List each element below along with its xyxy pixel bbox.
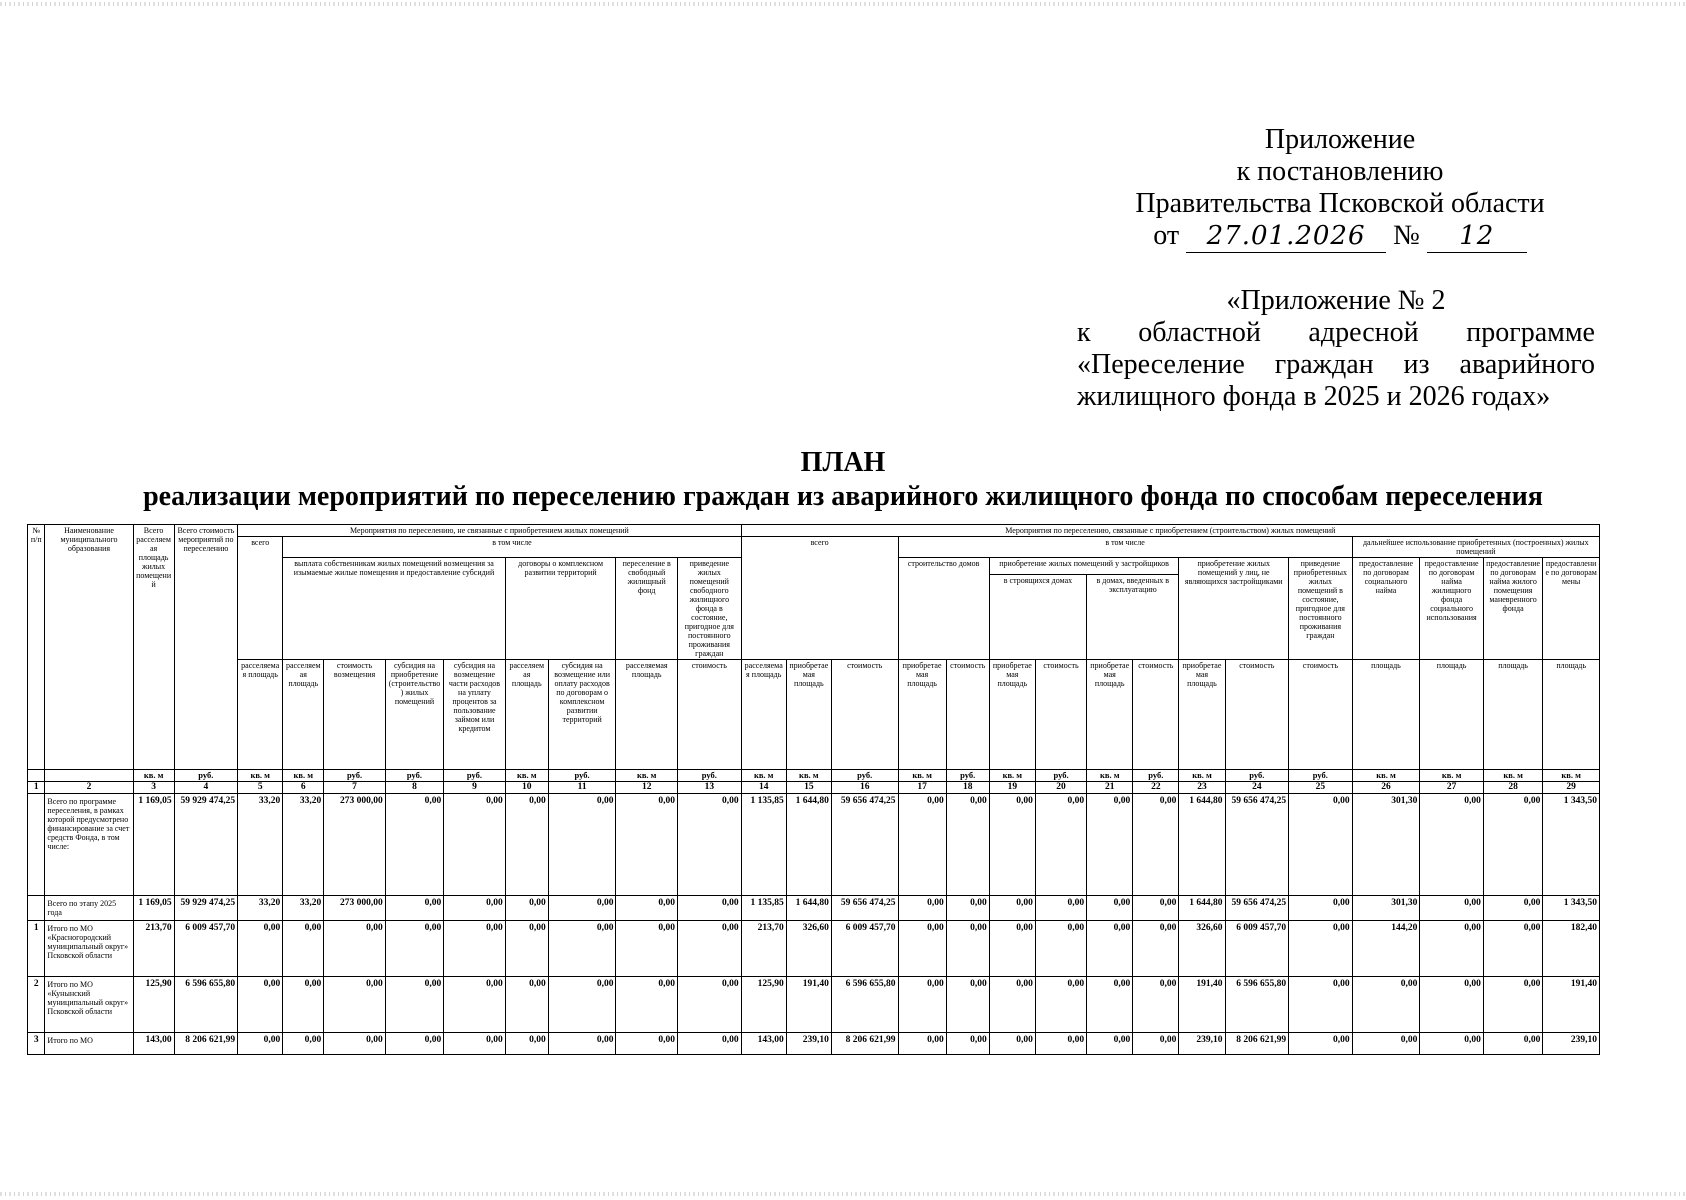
column-number: 23 bbox=[1179, 782, 1225, 794]
value-cell: 33,20 bbox=[238, 896, 283, 921]
value-cell: 59 656 474,25 bbox=[1225, 896, 1289, 921]
subcolumn-header: приобретаемая площадь bbox=[1179, 660, 1225, 770]
value-cell: 326,60 bbox=[1179, 921, 1225, 977]
header-b-build: строительство домов bbox=[898, 558, 989, 660]
unit-cell: кв. м bbox=[283, 770, 324, 782]
value-cell: 0,00 bbox=[1087, 977, 1133, 1033]
column-number: 22 bbox=[1133, 782, 1179, 794]
value-cell: 0,00 bbox=[898, 794, 946, 896]
value-cell: 59 929 474,25 bbox=[174, 896, 238, 921]
subcolumn-header: стоимость bbox=[1035, 660, 1086, 770]
value-cell: 0,00 bbox=[946, 921, 989, 977]
header-no: № п/п bbox=[28, 525, 45, 770]
value-cell: 0,00 bbox=[324, 977, 386, 1033]
units-row bbox=[28, 770, 1600, 782]
column-numbers-row bbox=[28, 782, 1600, 794]
value-cell: 0,00 bbox=[505, 896, 548, 921]
unit-cell: руб. bbox=[385, 770, 443, 782]
value-cell: 0,00 bbox=[548, 1033, 616, 1055]
value-cell: 0,00 bbox=[385, 794, 443, 896]
value-cell: 0,00 bbox=[1289, 977, 1353, 1033]
column-number: 20 bbox=[1035, 782, 1086, 794]
subcolumn-header: стоимость bbox=[831, 660, 898, 770]
subcolumn-header: площадь bbox=[1543, 660, 1600, 770]
value-cell: 0,00 bbox=[1483, 977, 1542, 1033]
header-b-dev-under: в строящихся домах bbox=[989, 575, 1086, 660]
header-b-further: дальнейшее использование приобретенных (построенных) жилых помещений bbox=[1352, 537, 1599, 558]
value-cell: 6 009 457,70 bbox=[1225, 921, 1289, 977]
column-number: 3 bbox=[133, 782, 174, 794]
subcolumn-header: стоимость bbox=[677, 660, 741, 770]
value-cell: 0,00 bbox=[677, 921, 741, 977]
unit-cell: руб. bbox=[1289, 770, 1353, 782]
value-cell: 33,20 bbox=[283, 896, 324, 921]
table-row bbox=[28, 977, 1600, 1033]
value-cell: 0,00 bbox=[283, 1033, 324, 1055]
value-cell: 0,00 bbox=[1035, 1033, 1086, 1055]
header-a-free: переселение в свободный жилищный фонд bbox=[616, 558, 678, 660]
unit-cell: кв. м bbox=[1179, 770, 1225, 782]
unit-cell: кв. м bbox=[786, 770, 831, 782]
column-number: 6 bbox=[283, 782, 324, 794]
value-cell: 0,00 bbox=[1352, 977, 1420, 1033]
value-cell: 213,70 bbox=[741, 921, 786, 977]
value-cell: 8 206 621,99 bbox=[174, 1033, 238, 1055]
value-cell: 0,00 bbox=[283, 977, 324, 1033]
table-row bbox=[28, 921, 1600, 977]
unit-cell: кв. м bbox=[133, 770, 174, 782]
unit-cell: руб. bbox=[1133, 770, 1179, 782]
value-cell: 0,00 bbox=[505, 794, 548, 896]
value-cell: 0,00 bbox=[548, 977, 616, 1033]
value-cell: 0,00 bbox=[989, 1033, 1035, 1055]
appendix2-block bbox=[1077, 285, 1595, 413]
value-cell: 0,00 bbox=[616, 1033, 678, 1055]
unit-cell: кв. м bbox=[1420, 770, 1484, 782]
value-cell: 0,00 bbox=[989, 921, 1035, 977]
value-cell: 1 135,85 bbox=[741, 794, 786, 896]
row-name: Итого по МО bbox=[45, 1033, 133, 1055]
column-number: 14 bbox=[741, 782, 786, 794]
subcolumn-header: стоимость bbox=[1289, 660, 1353, 770]
row-name: Всего по этапу 2025 года bbox=[45, 896, 133, 921]
header-subcolumns-row bbox=[28, 660, 1600, 770]
value-cell: 273 000,00 bbox=[324, 896, 386, 921]
value-cell: 0,00 bbox=[677, 896, 741, 921]
column-number: 19 bbox=[989, 782, 1035, 794]
value-cell: 0,00 bbox=[283, 921, 324, 977]
unit-cell: руб. bbox=[174, 770, 238, 782]
header-a-payout: выплата собственникам жилых помещений возмещения за изымаемые жилые помещения и предоставление субсидий bbox=[283, 558, 505, 660]
value-cell: 125,90 bbox=[133, 977, 174, 1033]
value-cell: 0,00 bbox=[946, 794, 989, 896]
value-cell: 59 656 474,25 bbox=[831, 794, 898, 896]
value-cell: 0,00 bbox=[989, 794, 1035, 896]
value-cell: 0,00 bbox=[1087, 896, 1133, 921]
subcolumn-header: стоимость возмещения bbox=[324, 660, 386, 770]
header-b-persons: приобретение жилых помещений у лиц, не являющихся застройщиками bbox=[1179, 558, 1289, 660]
value-cell: 182,40 bbox=[1543, 921, 1600, 977]
value-cell: 1 644,80 bbox=[786, 794, 831, 896]
plan-table bbox=[27, 524, 1600, 1055]
value-cell: 0,00 bbox=[1035, 794, 1086, 896]
column-number: 25 bbox=[1289, 782, 1353, 794]
value-cell: 239,10 bbox=[786, 1033, 831, 1055]
value-cell: 0,00 bbox=[898, 896, 946, 921]
value-cell: 0,00 bbox=[548, 896, 616, 921]
row-index bbox=[28, 794, 45, 896]
subcolumn-header: площадь bbox=[1420, 660, 1484, 770]
column-number: 7 bbox=[324, 782, 386, 794]
appendix-line1: Приложение bbox=[1264, 124, 1416, 155]
value-cell: 0,00 bbox=[989, 977, 1035, 1033]
column-number: 21 bbox=[1087, 782, 1133, 794]
value-cell: 125,90 bbox=[741, 977, 786, 1033]
value-cell: 0,00 bbox=[898, 1033, 946, 1055]
value-cell: 0,00 bbox=[444, 896, 506, 921]
appendix-line3: Правительства Псковской области bbox=[1135, 188, 1545, 219]
row-index: 3 bbox=[28, 1033, 45, 1055]
subcolumn-header: стоимость bbox=[946, 660, 989, 770]
value-cell: 0,00 bbox=[1133, 1033, 1179, 1055]
header-b-total: всего bbox=[741, 537, 898, 660]
decree-date-line bbox=[1100, 220, 1580, 253]
subcolumn-header: приобретаемая площадь bbox=[786, 660, 831, 770]
header-f-social: предоставление по договорам социального найма bbox=[1352, 558, 1420, 660]
value-cell: 0,00 bbox=[946, 1033, 989, 1055]
row-name: Итого по МО «Кунынский муниципальный округ» Псковской области bbox=[45, 977, 133, 1033]
value-cell: 0,00 bbox=[1087, 794, 1133, 896]
unit-cell: кв. м bbox=[1543, 770, 1600, 782]
value-cell: 8 206 621,99 bbox=[831, 1033, 898, 1055]
unit-cell: руб. bbox=[946, 770, 989, 782]
value-cell: 0,00 bbox=[1289, 1033, 1353, 1055]
value-cell: 0,00 bbox=[898, 921, 946, 977]
value-cell: 1 644,80 bbox=[1179, 896, 1225, 921]
header-group-not-acquisition: Мероприятия по переселению, не связанные с приобретением жилых помещений bbox=[238, 525, 742, 537]
value-cell: 1 644,80 bbox=[786, 896, 831, 921]
table-row bbox=[28, 794, 1600, 896]
value-cell: 143,00 bbox=[133, 1033, 174, 1055]
value-cell: 1 169,05 bbox=[133, 794, 174, 896]
column-number: 5 bbox=[238, 782, 283, 794]
value-cell: 59 929 474,25 bbox=[174, 794, 238, 896]
header-f-maneuver: предоставление по договорам найма жилого помещения маневренного фонда bbox=[1483, 558, 1542, 660]
value-cell: 0,00 bbox=[1420, 1033, 1484, 1055]
value-cell: 0,00 bbox=[1483, 794, 1542, 896]
value-cell: 191,40 bbox=[786, 977, 831, 1033]
subcolumn-header: расселяемая площадь bbox=[616, 660, 678, 770]
appendix-header bbox=[1100, 124, 1580, 253]
unit-cell: руб. bbox=[677, 770, 741, 782]
value-cell: 1 135,85 bbox=[741, 896, 786, 921]
value-cell: 239,10 bbox=[1543, 1033, 1600, 1055]
unit-cell: руб. bbox=[1225, 770, 1289, 782]
subcolumn-header: субсидия на приобретение (строительство) жилых помещений bbox=[385, 660, 443, 770]
column-number: 1 bbox=[28, 782, 45, 794]
column-number: 13 bbox=[677, 782, 741, 794]
number-sign: № bbox=[1393, 220, 1420, 251]
value-cell: 0,00 bbox=[1133, 794, 1179, 896]
value-cell: 0,00 bbox=[505, 977, 548, 1033]
column-number: 9 bbox=[444, 782, 506, 794]
header-b-bring: приведение приобретенных жилых помещений в состояние, пригодное для постоянного проживания граждан bbox=[1289, 558, 1353, 660]
value-cell: 0,00 bbox=[444, 1033, 506, 1055]
value-cell: 0,00 bbox=[989, 896, 1035, 921]
value-cell: 191,40 bbox=[1179, 977, 1225, 1033]
value-cell: 144,20 bbox=[1352, 921, 1420, 977]
row-name: Итого по МО «Красногородский муниципальный округ» Псковской области bbox=[45, 921, 133, 977]
header-b-incl: в том числе bbox=[898, 537, 1352, 558]
header-a-bring: приведение жилых помещений свободного жилищного фонда в состояние, пригодное для постоянного проживания граждан bbox=[677, 558, 741, 660]
value-cell: 213,70 bbox=[133, 921, 174, 977]
header-total-cost: Всего стоимость мероприятий по переселению bbox=[174, 525, 238, 770]
value-cell: 0,00 bbox=[444, 921, 506, 977]
appendix2-line3: «Переселение граждан из аварийного bbox=[1077, 349, 1595, 380]
unit-cell: кв. м bbox=[616, 770, 678, 782]
value-cell: 273 000,00 bbox=[324, 794, 386, 896]
value-cell: 0,00 bbox=[1133, 977, 1179, 1033]
value-cell: 0,00 bbox=[1483, 1033, 1542, 1055]
subcolumn-header: расселяемая площадь bbox=[283, 660, 324, 770]
value-cell: 0,00 bbox=[324, 1033, 386, 1055]
value-cell: 0,00 bbox=[677, 1033, 741, 1055]
unit-cell: кв. м bbox=[1352, 770, 1420, 782]
value-cell: 0,00 bbox=[616, 896, 678, 921]
value-cell: 59 656 474,25 bbox=[1225, 794, 1289, 896]
value-cell: 0,00 bbox=[1420, 977, 1484, 1033]
value-cell: 0,00 bbox=[444, 794, 506, 896]
value-cell: 0,00 bbox=[1289, 921, 1353, 977]
plan-subtitle: реализации мероприятий по переселению граждан из аварийного жилищного фонда по способам переселения bbox=[143, 481, 1543, 512]
unit-cell: руб. bbox=[324, 770, 386, 782]
column-number: 17 bbox=[898, 782, 946, 794]
value-cell: 0,00 bbox=[548, 794, 616, 896]
column-number: 26 bbox=[1352, 782, 1420, 794]
value-cell: 6 596 655,80 bbox=[831, 977, 898, 1033]
header-group-acquisition: Мероприятия по переселению, связанные с приобретением (строительством) жилых помещений bbox=[741, 525, 1599, 537]
header-total-area: Всего расселяемая площадь жилых помещений bbox=[133, 525, 174, 770]
column-number: 18 bbox=[946, 782, 989, 794]
subcolumn-header: расселяемая площадь bbox=[741, 660, 786, 770]
value-cell: 0,00 bbox=[616, 977, 678, 1033]
value-cell: 59 656 474,25 bbox=[831, 896, 898, 921]
column-number: 10 bbox=[505, 782, 548, 794]
unit-cell: руб. bbox=[1035, 770, 1086, 782]
value-cell: 0,00 bbox=[1352, 1033, 1420, 1055]
subcolumn-header: субсидия на возмещение части расходов на уплату процентов за пользование займом или кредитом bbox=[444, 660, 506, 770]
value-cell: 0,00 bbox=[946, 896, 989, 921]
value-cell: 326,60 bbox=[786, 921, 831, 977]
value-cell: 6 596 655,80 bbox=[1225, 977, 1289, 1033]
header-row-1 bbox=[28, 525, 1600, 537]
column-number: 16 bbox=[831, 782, 898, 794]
subcolumn-header: приобретаемая площадь bbox=[989, 660, 1035, 770]
subcolumn-header: стоимость bbox=[1225, 660, 1289, 770]
table-row bbox=[28, 1033, 1600, 1055]
header-f-social-use: предоставление по договорам найма жилищного фонда социального использования bbox=[1420, 558, 1484, 660]
row-index bbox=[28, 896, 45, 921]
row-name: Всего по программе переселения, в рамках которой предусмотрено финансирование за счет средств Фонда, в том числе: bbox=[45, 794, 133, 896]
header-b-dev-built: в домах, введенных в эксплуатацию bbox=[1087, 575, 1179, 660]
value-cell: 0,00 bbox=[505, 921, 548, 977]
column-number: 28 bbox=[1483, 782, 1542, 794]
column-number: 29 bbox=[1543, 782, 1600, 794]
value-cell: 1 644,80 bbox=[1179, 794, 1225, 896]
value-cell: 0,00 bbox=[1035, 977, 1086, 1033]
value-cell: 0,00 bbox=[1289, 896, 1353, 921]
column-number: 4 bbox=[174, 782, 238, 794]
unit-cell: кв. м bbox=[1483, 770, 1542, 782]
value-cell: 0,00 bbox=[1133, 896, 1179, 921]
unit-cell: кв. м bbox=[1087, 770, 1133, 782]
value-cell: 0,00 bbox=[1420, 794, 1484, 896]
column-number: 12 bbox=[616, 782, 678, 794]
value-cell: 6 009 457,70 bbox=[831, 921, 898, 977]
value-cell: 0,00 bbox=[1035, 896, 1086, 921]
header-a-contracts: договоры о комплексном развитии территорий bbox=[505, 558, 616, 660]
header-a-incl: в том числе bbox=[283, 537, 741, 558]
value-cell: 301,30 bbox=[1352, 896, 1420, 921]
value-cell: 0,00 bbox=[385, 921, 443, 977]
column-number: 27 bbox=[1420, 782, 1484, 794]
column-number: 24 bbox=[1225, 782, 1289, 794]
decree-date: 27.01.2026 bbox=[1186, 220, 1386, 253]
value-cell: 0,00 bbox=[898, 977, 946, 1033]
value-cell: 0,00 bbox=[1087, 921, 1133, 977]
header-row-2 bbox=[28, 537, 1600, 558]
column-number: 15 bbox=[786, 782, 831, 794]
unit-cell: кв. м bbox=[505, 770, 548, 782]
value-cell: 0,00 bbox=[1483, 921, 1542, 977]
value-cell: 0,00 bbox=[1035, 921, 1086, 977]
appendix2-line1: «Приложение № 2 bbox=[1226, 285, 1446, 316]
unit-cell: руб. bbox=[831, 770, 898, 782]
subcolumn-header: приобретаемая площадь bbox=[1087, 660, 1133, 770]
scan-edge-top bbox=[0, 2, 1686, 6]
appendix2-line2: к областной адресной программе bbox=[1077, 317, 1595, 348]
subcolumn-header: расселяемая площадь bbox=[238, 660, 283, 770]
header-b-developers: приобретение жилых помещений у застройщиков bbox=[989, 558, 1179, 575]
value-cell: 0,00 bbox=[238, 921, 283, 977]
subcolumn-header: расселяемая площадь bbox=[505, 660, 548, 770]
value-cell: 301,30 bbox=[1352, 794, 1420, 896]
header-name: Наименование муниципального образования bbox=[45, 525, 133, 770]
value-cell: 1 169,05 bbox=[133, 896, 174, 921]
value-cell: 0,00 bbox=[677, 977, 741, 1033]
value-cell: 0,00 bbox=[1133, 921, 1179, 977]
units-blank bbox=[45, 770, 133, 782]
unit-cell: кв. м bbox=[238, 770, 283, 782]
subcolumn-header: площадь bbox=[1352, 660, 1420, 770]
value-cell: 0,00 bbox=[616, 921, 678, 977]
unit-cell: кв. м bbox=[989, 770, 1035, 782]
unit-cell: руб. bbox=[548, 770, 616, 782]
header-a-total: всего bbox=[238, 537, 283, 660]
column-number: 8 bbox=[385, 782, 443, 794]
unit-cell: кв. м bbox=[741, 770, 786, 782]
plan-title: ПЛАН bbox=[800, 447, 886, 478]
value-cell: 0,00 bbox=[1420, 921, 1484, 977]
value-cell: 191,40 bbox=[1543, 977, 1600, 1033]
appendix2-line4: жилищного фонда в 2025 и 2026 годах» bbox=[1077, 381, 1551, 412]
value-cell: 0,00 bbox=[385, 977, 443, 1033]
subcolumn-header: площадь bbox=[1483, 660, 1542, 770]
value-cell: 8 206 621,99 bbox=[1225, 1033, 1289, 1055]
value-cell: 33,20 bbox=[238, 794, 283, 896]
column-number: 11 bbox=[548, 782, 616, 794]
row-index: 1 bbox=[28, 921, 45, 977]
value-cell: 0,00 bbox=[616, 794, 678, 896]
units-blank bbox=[28, 770, 45, 782]
appendix-line2: к постановлению bbox=[1236, 156, 1444, 187]
value-cell: 0,00 bbox=[548, 921, 616, 977]
value-cell: 0,00 bbox=[946, 977, 989, 1033]
value-cell: 6 009 457,70 bbox=[174, 921, 238, 977]
subcolumn-header: субсидия на возмещение или оплату расходов по договорам о комплексном развитии территорий bbox=[548, 660, 616, 770]
value-cell: 1 343,50 bbox=[1543, 794, 1600, 896]
value-cell: 0,00 bbox=[1483, 896, 1542, 921]
value-cell: 0,00 bbox=[677, 794, 741, 896]
value-cell: 239,10 bbox=[1179, 1033, 1225, 1055]
subcolumn-header: приобретаемая площадь bbox=[898, 660, 946, 770]
value-cell: 0,00 bbox=[385, 1033, 443, 1055]
value-cell: 143,00 bbox=[741, 1033, 786, 1055]
value-cell: 0,00 bbox=[1087, 1033, 1133, 1055]
value-cell: 6 596 655,80 bbox=[174, 977, 238, 1033]
value-cell: 0,00 bbox=[1420, 896, 1484, 921]
row-index: 2 bbox=[28, 977, 45, 1033]
value-cell: 0,00 bbox=[324, 921, 386, 977]
value-cell: 0,00 bbox=[1289, 794, 1353, 896]
value-cell: 1 343,50 bbox=[1543, 896, 1600, 921]
value-cell: 0,00 bbox=[505, 1033, 548, 1055]
decree-number: 12 bbox=[1427, 220, 1527, 253]
unit-cell: кв. м bbox=[898, 770, 946, 782]
unit-cell: руб. bbox=[444, 770, 506, 782]
column-number: 2 bbox=[45, 782, 133, 794]
value-cell: 33,20 bbox=[283, 794, 324, 896]
scan-edge-bottom bbox=[0, 1192, 1686, 1196]
header-f-exchange: предоставление по договорам мены bbox=[1543, 558, 1600, 660]
value-cell: 0,00 bbox=[385, 896, 443, 921]
value-cell: 0,00 bbox=[238, 1033, 283, 1055]
value-cell: 0,00 bbox=[238, 977, 283, 1033]
date-prefix: от bbox=[1153, 220, 1180, 251]
value-cell: 0,00 bbox=[444, 977, 506, 1033]
table-row bbox=[28, 896, 1600, 921]
subcolumn-header: стоимость bbox=[1133, 660, 1179, 770]
